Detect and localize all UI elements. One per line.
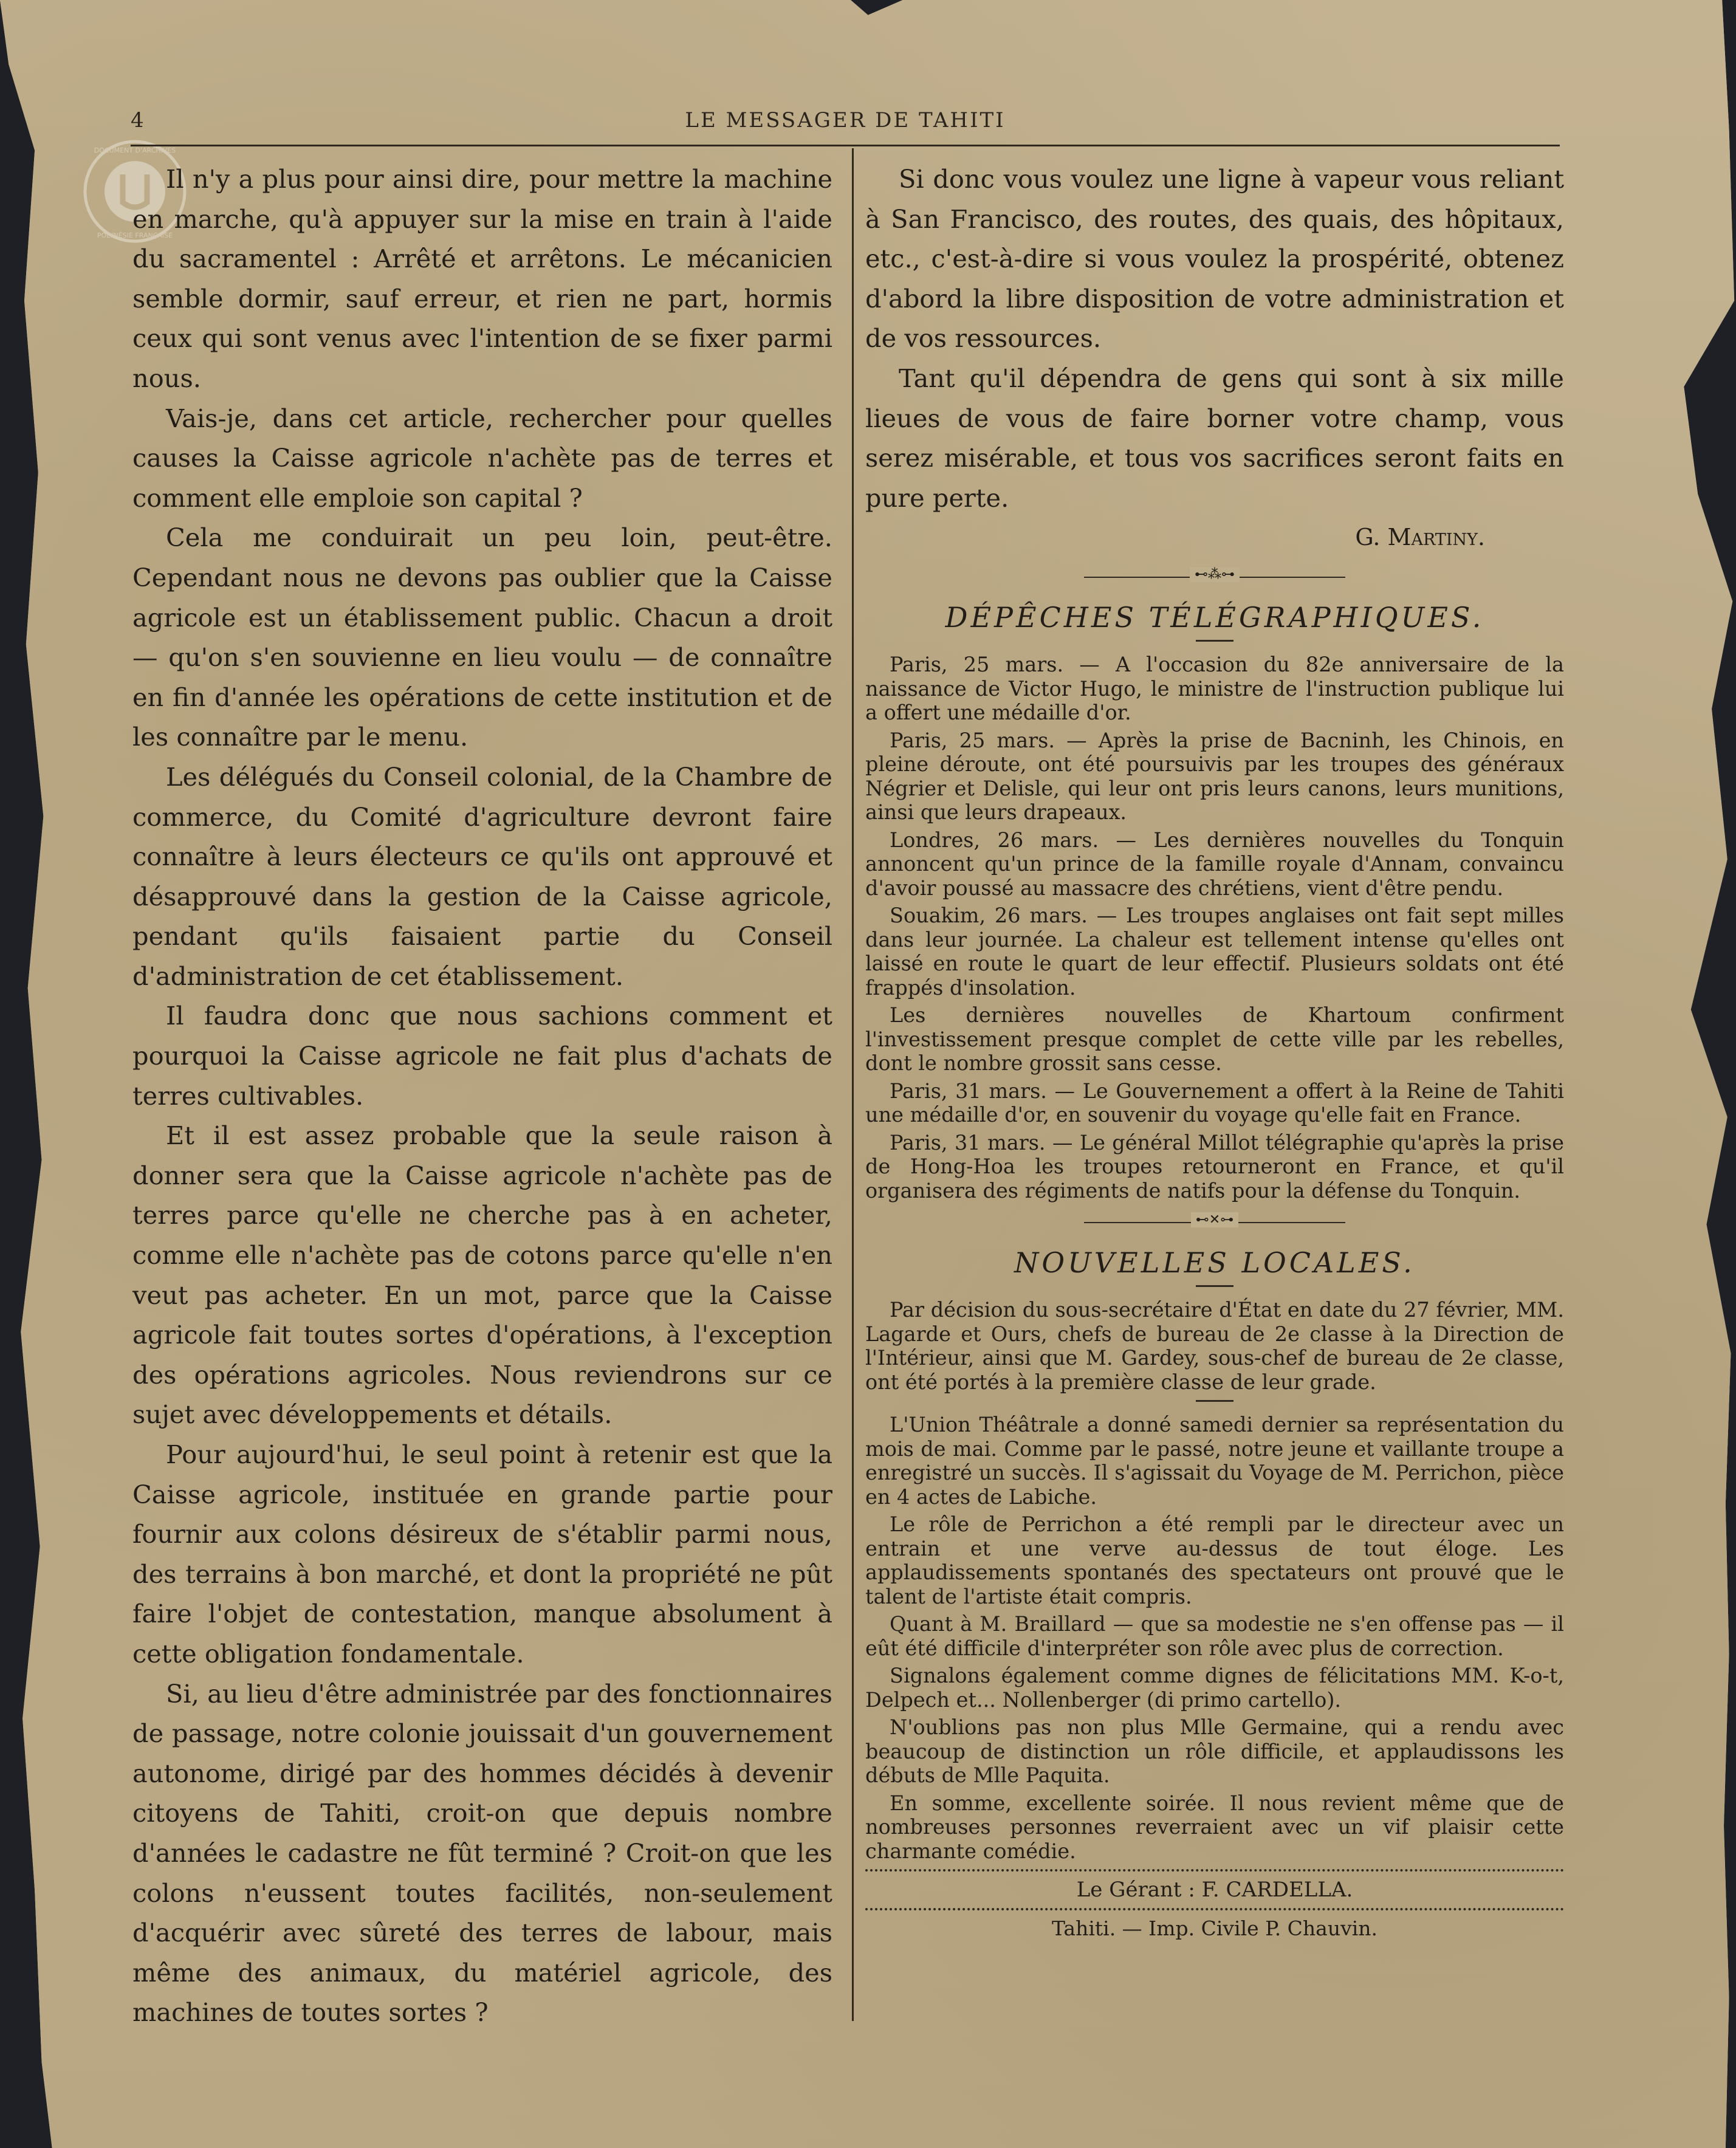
right-column	[865, 159, 1564, 1945]
right-paragraph: Si donc vous voulez une ligne à vapeur vous reliant à San Francisco, des routes, des quais, des hôpitaux, etc., c'est-à-dire si vous voulez la prospérité, obtenez d'abord la libre disposition de votre administration et de vos ressources.	[865, 164, 1564, 354]
column-divider	[852, 148, 854, 2021]
heading-dash	[1196, 640, 1233, 642]
local-news-item: N'oublions pas non plus Mlle Germaine, qui a rendu avec beaucoup de distinction un rôle difficile, et applaudissons les débuts de Mlle Paquita.	[865, 1715, 1564, 1788]
left-paragraph: Vais-je, dans cet article, rechercher pour quelles causes la Caisse agricole n'achète pas de terres et comment elle emploie son capital ?	[132, 403, 832, 513]
dispatches-heading: DÉPÊCHES TÉLÉGRAPHIQUES.	[945, 601, 1484, 634]
local-news-item: Le rôle de Perrichon a été rempli par le directeur avec un entrain et une verve au-dessus de tout éloge. Les applaudissements spontanés des spectateurs ont prouvé que le talent de l'artiste était compris.	[865, 1512, 1564, 1608]
masthead-title: LE MESSAGER DE TAHITI	[685, 108, 1006, 132]
local-news-heading: NOUVELLES LOCALES.	[1014, 1246, 1415, 1280]
local-news	[865, 1298, 1564, 1863]
left-paragraph: Il n'y a plus pour ainsi dire, pour mettre la machine en marche, qu'à appuyer sur la mise en train à l'aide du sacramentel : Arrêté et arrêtons. Le mécanicien semble dormir, sauf erreur, et rien ne part, hormis ceux qui sont venus avec l'intention de se fixer parmi nous.	[132, 164, 832, 393]
left-paragraph: Si, au lieu d'être administrée par des fonctionnaires de passage, notre colonie jouissait d'un gouvernement autonome, dirigé par des hommes décidés à devenir citoyens de Tahiti, croit-on que depuis nombre d'années le cadastre ne fût terminé ? Croit-on que les colons n'eussent toutes facilités, non-seulement d'acquérir avec sûreté des terres de labour, mais même des animaux, du matériel agricole, des machines de toutes sortes ?	[132, 1678, 832, 2028]
right-paragraph: Tant qu'il dépendra de gens qui sont à six mille lieues de vous de faire borner votre champ, vous serez misérable, et tous vos sacrifices seront faits en pure perte.	[865, 363, 1564, 513]
dispatches-list	[865, 653, 1564, 1203]
dispatch-item: Souakim, 26 mars. — Les troupes anglaises ont fait sept milles dans leur journée. La chaleur est tellement intense qu'elles ont laissé en route le quart de leur effectif. Plusieurs soldats ont été frappés d'insolation.	[865, 904, 1564, 1000]
author-signature: G. Martiny.	[1355, 524, 1485, 551]
article-conclusion	[865, 159, 1564, 518]
section-separator	[865, 1211, 1564, 1235]
left-column	[132, 159, 832, 2033]
page-number: 4	[131, 108, 144, 132]
local-news-item: Signalons également comme dignes de félicitations MM. K-o-t, Delpech et... Nollenberger (di primo cartello).	[865, 1664, 1564, 1712]
dispatch-item: Les dernières nouvelles de Khartoum confirment l'investissement presque complet de cette ville par les rebelles, dont le nombre grossit sans cesse.	[865, 1003, 1564, 1076]
stamp-bottom-text: POLYNÉSIE FRANÇAISE	[97, 232, 173, 239]
left-paragraph: Et il est assez probable que la seule raison à donner sera que la Caisse agricole n'achète pas de terres parce qu'elle ne cherche pas à en acheter, comme elle n'achète pas de cotons parce qu'elle n'en veut pas acheter. En un mot, parce que la Caisse agricole fait toutes sortes d'opérations, à l'exception des opérations agricoles. Nous reviendrons sur ce sujet avec développements et détails.	[132, 1120, 832, 1430]
left-paragraph: Il faudra donc que nous sachions comment et pourquoi la Caisse agricole ne fait plus d'achats de terres cultivables.	[132, 1001, 832, 1111]
section-separator	[865, 566, 1564, 590]
dispatch-item: Paris, 31 mars. — Le Gouvernement a offert à la Reine de Tahiti une médaille d'or, en souvenir du voyage qu'elle fait en France.	[865, 1079, 1564, 1127]
stamp-top-text: DOCUMENT D'ARCHIVES	[94, 146, 176, 154]
footer-rule	[865, 1908, 1564, 1910]
imprint-line: Tahiti. — Imp. Civile P. Chauvin.	[1051, 1916, 1378, 1941]
dispatch-item: Paris, 25 mars. — A l'occasion du 82e anniversaire de la naissance de Victor Hugo, le ministre de l'instruction publique lui a offert une médaille d'or.	[865, 653, 1564, 725]
header-rule	[131, 145, 1560, 146]
local-news-item: Par décision du sous-secrétaire d'État en date du 27 février, MM. Lagarde et Ours, chefs de bureau de 2e classe à la Direction de l'Intérieur, ainsi que M. Gardey, sous-chef de bureau de 2e classe, ont été portés à la première classe de leur grade.	[865, 1298, 1564, 1394]
local-news-item: En somme, excellente soirée. Il nous revient même que de nombreuses personnes reverraient avec un vif plaisir cette charmante comédie.	[865, 1791, 1564, 1863]
left-paragraph: Les délégués du Conseil colonial, de la Chambre de commerce, du Comité d'agriculture devront faire connaître à leurs électeurs ce qu'ils ont approuvé et désapprouvé dans la gestion de la Caisse agricole, pendant qu'ils faisaient partie du Conseil d'administration de cet établissement.	[132, 761, 832, 991]
left-paragraph: Cela me conduirait un peu loin, peut-être. Cependant nous ne devons pas oublier que la Caisse agricole est un établissement public. Chacun a droit — qu'on s'en souvienne en lieu voulu — de connaître en fin d'année les opérations de cette institution et de les connaître par le menu.	[132, 523, 832, 752]
heading-dash	[1196, 1285, 1233, 1287]
page-header	[131, 108, 1560, 145]
item-dash	[1196, 1400, 1233, 1402]
ornament-icon: ⊷⁂⊶	[1190, 567, 1240, 582]
dispatch-item: Londres, 26 mars. — Les dernières nouvelles du Tonquin annoncent qu'un prince de la famille royale d'Annam, convaincu d'avoir poussé au massacre des chrétiens, vient d'être pendu.	[865, 828, 1564, 900]
left-paragraph: Pour aujourd'hui, le seul point à retenir est que la Caisse agricole, instituée en grande partie pour fournir aux colons désireux de s'établir parmi nous, des terrains à bon marché, et dont la propriété ne pût faire l'objet de contestation, manque absolument à cette obligation fondamentale.	[132, 1439, 832, 1669]
ornament-icon: ⊷✕⊶	[1191, 1212, 1238, 1227]
footer-rule	[865, 1869, 1564, 1872]
gerant-line: Le Gérant : F. CARDELLA.	[1076, 1878, 1353, 1903]
local-news-item: L'Union Théâtrale a donné samedi dernier sa représentation du mois de mai. Comme par le passé, notre jeune et vaillante troupe a enregistré un succès. Il s'agissait du Voyage de M. Perrichon, pièce en 4 actes de Labiche.	[865, 1413, 1564, 1509]
local-news-item: Quant à M. Braillard — que sa modestie ne s'en offense pas — il eût été difficile d'interpréter son rôle avec plus de correction.	[865, 1612, 1564, 1660]
dispatch-item: Paris, 31 mars. — Le général Millot télégraphie qu'après la prise de Hong-Hoa les troupes retourneront en France, et qu'il organisera des régiments de natifs pour la défense du Tonquin.	[865, 1130, 1564, 1203]
dispatch-item: Paris, 25 mars. — Après la prise de Bacninh, les Chinois, en pleine déroute, ont été poursuivis par les troupes des généraux Négrier et Delisle, qui leur ont pris leurs canons, leurs munitions, ainsi que leurs drapeaux.	[865, 728, 1564, 825]
